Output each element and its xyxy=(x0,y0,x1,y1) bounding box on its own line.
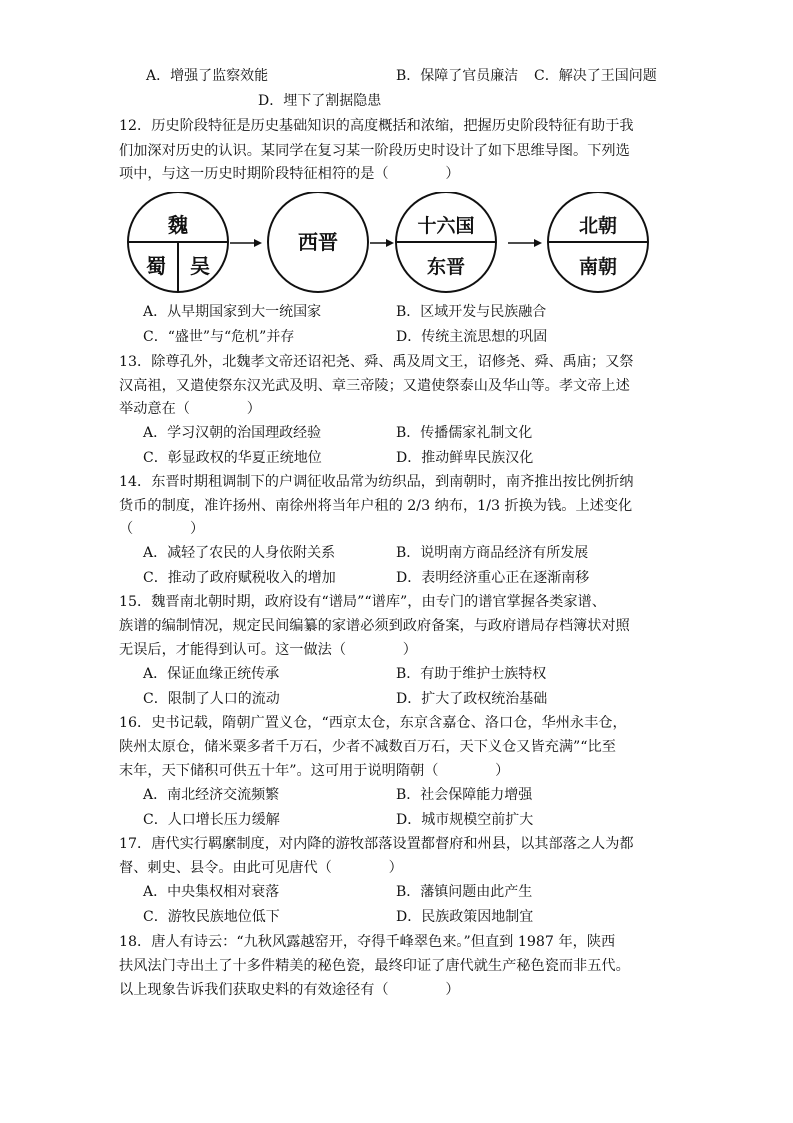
q14-stem-line-2: 货币的制度，准许扬州、南徐州将当年户租的 2/3 纳布，1/3 折换为钱。上述变化 xyxy=(119,498,633,514)
q17-option-d: D．民族政策因地制宜 xyxy=(396,909,534,925)
q16-stem-line-3: 末年，天下储积可供五十年”。这可用于说明隋朝（ ） xyxy=(119,763,510,779)
q14-option-a: A．减轻了农民的人身依附关系 xyxy=(143,545,336,561)
label-wu: 吴 xyxy=(190,254,210,278)
label-shu: 蜀 xyxy=(146,254,166,278)
q13-option-c: C．彰显政权的华夏正统地位 xyxy=(143,450,322,466)
q18-stem-line-1: 18．唐人有诗云：“九秋风露越窑开，夺得千峰翠色来。”但直到 1987 年，陕西 xyxy=(119,934,616,950)
label-dongjin: 东晋 xyxy=(426,256,466,278)
label-nanchao: 南朝 xyxy=(578,256,618,278)
circle-western-jin xyxy=(268,192,368,292)
q12-stem-line-2: 们加深对历史的认识。某同学在复习某一阶段历史时设计了如下思维导图。下列选 xyxy=(119,143,630,159)
q13-stem-line-3: 举动意在（ ） xyxy=(119,401,261,417)
q12-stem-line-3: 项中，与这一历史时期阶段特征相符的是（ ） xyxy=(119,166,460,182)
q13-stem-line-1: 13．除尊孔外，北魏孝文帝还诏祀尧、舜、禹及周文王，诏修尧、舜、禹庙；又祭 xyxy=(119,354,634,370)
q12-option-c: C．“盛世”与“危机”并存 xyxy=(143,329,295,345)
q15-stem-line-3: 无误后，才能得到认可。这一做法（ ） xyxy=(119,642,417,658)
q11-option-b: B．保障了官员廉洁 xyxy=(396,68,519,84)
q17-stem-line-2: 督、刺史、县令。由此可见唐代（ ） xyxy=(119,860,403,876)
q15-option-c: C．限制了人口的流动 xyxy=(143,691,280,707)
label-xijin: 西晋 xyxy=(298,230,338,254)
q14-option-c: C．推动了政府赋税收入的增加 xyxy=(143,570,336,586)
q15-option-b: B．有助于维护士族特权 xyxy=(396,666,547,682)
q15-stem-line-1: 15．魏晋南北朝时期，政府设有“谱局”“谱库”，由专门的谱官掌握各类家谱、 xyxy=(119,594,606,610)
q16-option-b: B．社会保障能力增强 xyxy=(396,787,533,803)
q16-option-d: D．城市规模空前扩大 xyxy=(396,812,534,828)
q17-stem-line-1: 17．唐代实行羁縻制度，对内降的游牧部落设置都督府和州县，以其部落之人为都 xyxy=(119,836,634,852)
q11-option-d: D．埋下了割据隐患 xyxy=(258,93,382,109)
q14-option-b: B．说明南方商品经济有所发展 xyxy=(396,545,589,561)
q11-option-a: A．增强了监察效能 xyxy=(146,68,269,84)
q16-stem-line-1: 16．史书记载，隋朝广置义仓，“西京太仓，东京含嘉仓、洛口仓，华州永丰仓， xyxy=(119,715,627,731)
q12-stem-line-1: 12．历史阶段特征是历史基础知识的高度概括和浓缩，把握历史阶段特征有助于我 xyxy=(119,118,634,134)
q12-option-d: D．传统主流思想的巩固 xyxy=(396,329,548,345)
q16-stem-line-2: 陕州太原仓，储米粟多者千万石，少者不减数百万石，天下义仓又皆充满”“比至 xyxy=(119,739,616,755)
circle-sixteen-kingdoms-eastern-jin xyxy=(396,192,496,292)
q16-option-c: C．人口增长压力缓解 xyxy=(143,812,280,828)
q13-stem-line-2: 汉高祖，又遣使祭东汉光武及明、章三帝陵；又遣使祭泰山及华山等。孝文帝上述 xyxy=(119,378,630,394)
arrow-1 xyxy=(230,239,262,247)
label-wei: 魏 xyxy=(168,213,188,237)
q14-option-d: D．表明经济重心正在逐渐南移 xyxy=(396,570,590,586)
q11-option-c: C．解决了王国问题 xyxy=(534,68,657,84)
q14-stem-line-3: （ ） xyxy=(119,521,205,537)
q15-stem-line-2: 族谱的编制情况，规定民间编纂的家谱必须到政府备案，与政府谱局存档簿状对照 xyxy=(119,618,630,634)
circle-three-kingdoms xyxy=(128,192,228,292)
q15-option-d: D．扩大了政权统治基础 xyxy=(396,691,548,707)
label-shiliuguo: 十六国 xyxy=(417,215,475,237)
arrow-3 xyxy=(508,239,542,247)
q13-option-d: D．推动鲜卑民族汉化 xyxy=(396,450,534,466)
q18-stem-line-3: 以上现象告诉我们获取史料的有效途径有（ ） xyxy=(119,982,460,998)
q12-mind-map-diagram xyxy=(120,192,660,300)
q14-stem-line-1: 14．东晋时期租调制下的户调征收品常为纺织品，到南朝时，南齐推出按比例折纳 xyxy=(119,474,634,490)
q12-option-a: A．从早期国家到大一统国家 xyxy=(143,304,322,320)
q17-option-a: A．中央集权相对衰落 xyxy=(143,884,280,900)
q15-option-a: A．保证血缘正统传承 xyxy=(143,666,280,682)
label-beichao: 北朝 xyxy=(578,215,618,237)
q17-option-c: C．游牧民族地位低下 xyxy=(143,909,280,925)
q16-option-a: A．南北经济交流频繁 xyxy=(143,787,280,803)
q18-stem-line-2: 扶风法门寺出土了十多件精美的秘色瓷，最终印证了唐代就生产秘色瓷而非五代。 xyxy=(119,958,630,974)
q17-option-b: B．藩镇问题由此产生 xyxy=(396,884,533,900)
circle-northern-southern-dynasties xyxy=(548,192,648,292)
q12-option-b: B．区域开发与民族融合 xyxy=(396,304,547,320)
q13-option-b: B．传播儒家礼制文化 xyxy=(396,425,533,441)
arrow-2 xyxy=(370,239,394,247)
q13-option-a: A．学习汉朝的治国理政经验 xyxy=(143,425,322,441)
